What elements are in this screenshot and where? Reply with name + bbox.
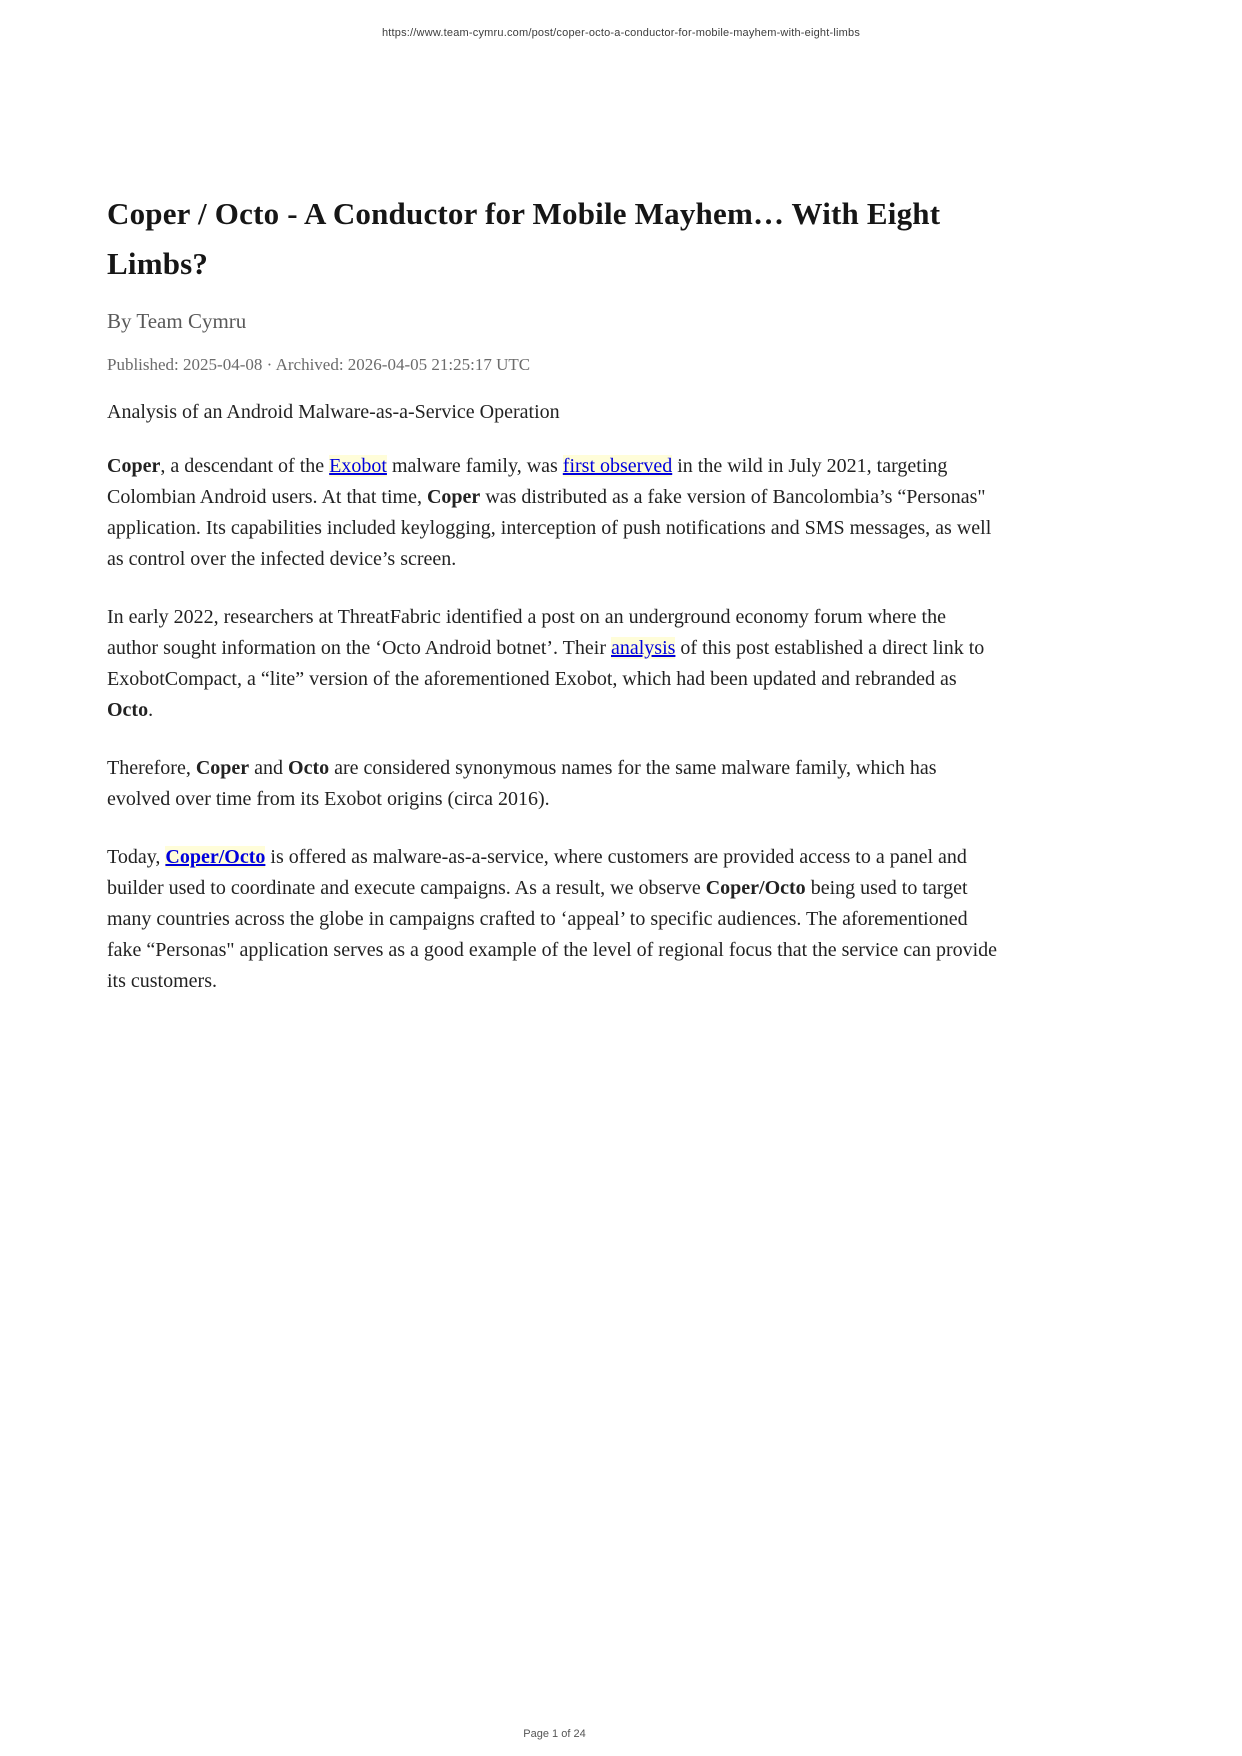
article-content bbox=[107, 189, 1002, 997]
paragraph-3 bbox=[107, 753, 1002, 815]
text-segment: In early 2022, researchers at ThreatFabric identified a post on an underground economy forum where the author sought information on the ‘Octo Android botnet’. Their bbox=[107, 606, 946, 659]
text-segment: Coper bbox=[107, 455, 161, 477]
inline-link[interactable]: analysis bbox=[610, 637, 676, 659]
article-title: Coper / Octo - A Conductor for Mobile Mayhem… With Eight Limbs? bbox=[107, 196, 941, 281]
page-number-footer: Page 1 of 24 bbox=[523, 1728, 586, 1740]
inline-link[interactable]: Exobot bbox=[329, 455, 387, 477]
text-segment: Today, bbox=[107, 846, 166, 868]
text-segment: and bbox=[249, 757, 289, 779]
text-segment: . bbox=[148, 699, 154, 721]
print-header-url: https://www.team-cymru.com/post/coper-octo-a-conductor-for-mobile-mayhem-with-eight-limbs bbox=[381, 27, 861, 39]
text-segment: Coper/Octo bbox=[705, 877, 806, 899]
text-segment: was distributed as a fake version of Bancolombia’s “Personas" application. Its capabilities included keylogging, interception of push notifications and SMS messages, as well as control over the infected device’s screen. bbox=[107, 486, 992, 570]
text-segment: are considered synonymous names for the same malware family, which has evolved over time from its Exobot origins (circa 2016). bbox=[107, 757, 937, 810]
text-segment: Therefore, bbox=[107, 757, 196, 779]
text-segment: Octo bbox=[107, 699, 149, 721]
text-segment: being used to target many countries across the globe in campaigns crafted to ‘appeal’ to specific audiences. The aforementioned fake “Personas" application serves as a good example of the level of regional focus that the service can provide its customers. bbox=[107, 877, 998, 992]
text-segment: Coper bbox=[426, 486, 481, 508]
inline-link[interactable]: Coper/Octo bbox=[165, 846, 266, 868]
text-segment: , a descendant of the bbox=[160, 455, 330, 477]
inline-link[interactable]: first observed bbox=[562, 455, 673, 477]
text-segment: Coper bbox=[195, 757, 250, 779]
published-archived-meta: Published: 2025-04-08 · Archived: 2026-04-05 21:25:17 UTC bbox=[107, 355, 531, 374]
paragraph-4 bbox=[107, 842, 1002, 997]
text-segment: is offered as malware-as-a-service, where customers are provided access to a panel and builder used to coordinate and execute campaigns. As a result, we observe bbox=[107, 846, 967, 899]
text-segment: in the wild in July 2021, targeting Colombian Android users. At that time, bbox=[107, 455, 948, 508]
text-segment: malware family, was bbox=[386, 455, 563, 477]
article-subtitle: Analysis of an Android Malware-as-a-Service Operation bbox=[107, 401, 560, 423]
text-segment: Octo bbox=[288, 757, 330, 779]
paragraph-2 bbox=[107, 602, 1002, 726]
article-byline: By Team Cymru bbox=[107, 309, 247, 333]
paragraph-1 bbox=[107, 451, 1002, 575]
text-segment: of this post established a direct link to ExobotCompact, a “lite” version of the aforementioned Exobot, which had been updated and rebranded as bbox=[107, 637, 985, 690]
